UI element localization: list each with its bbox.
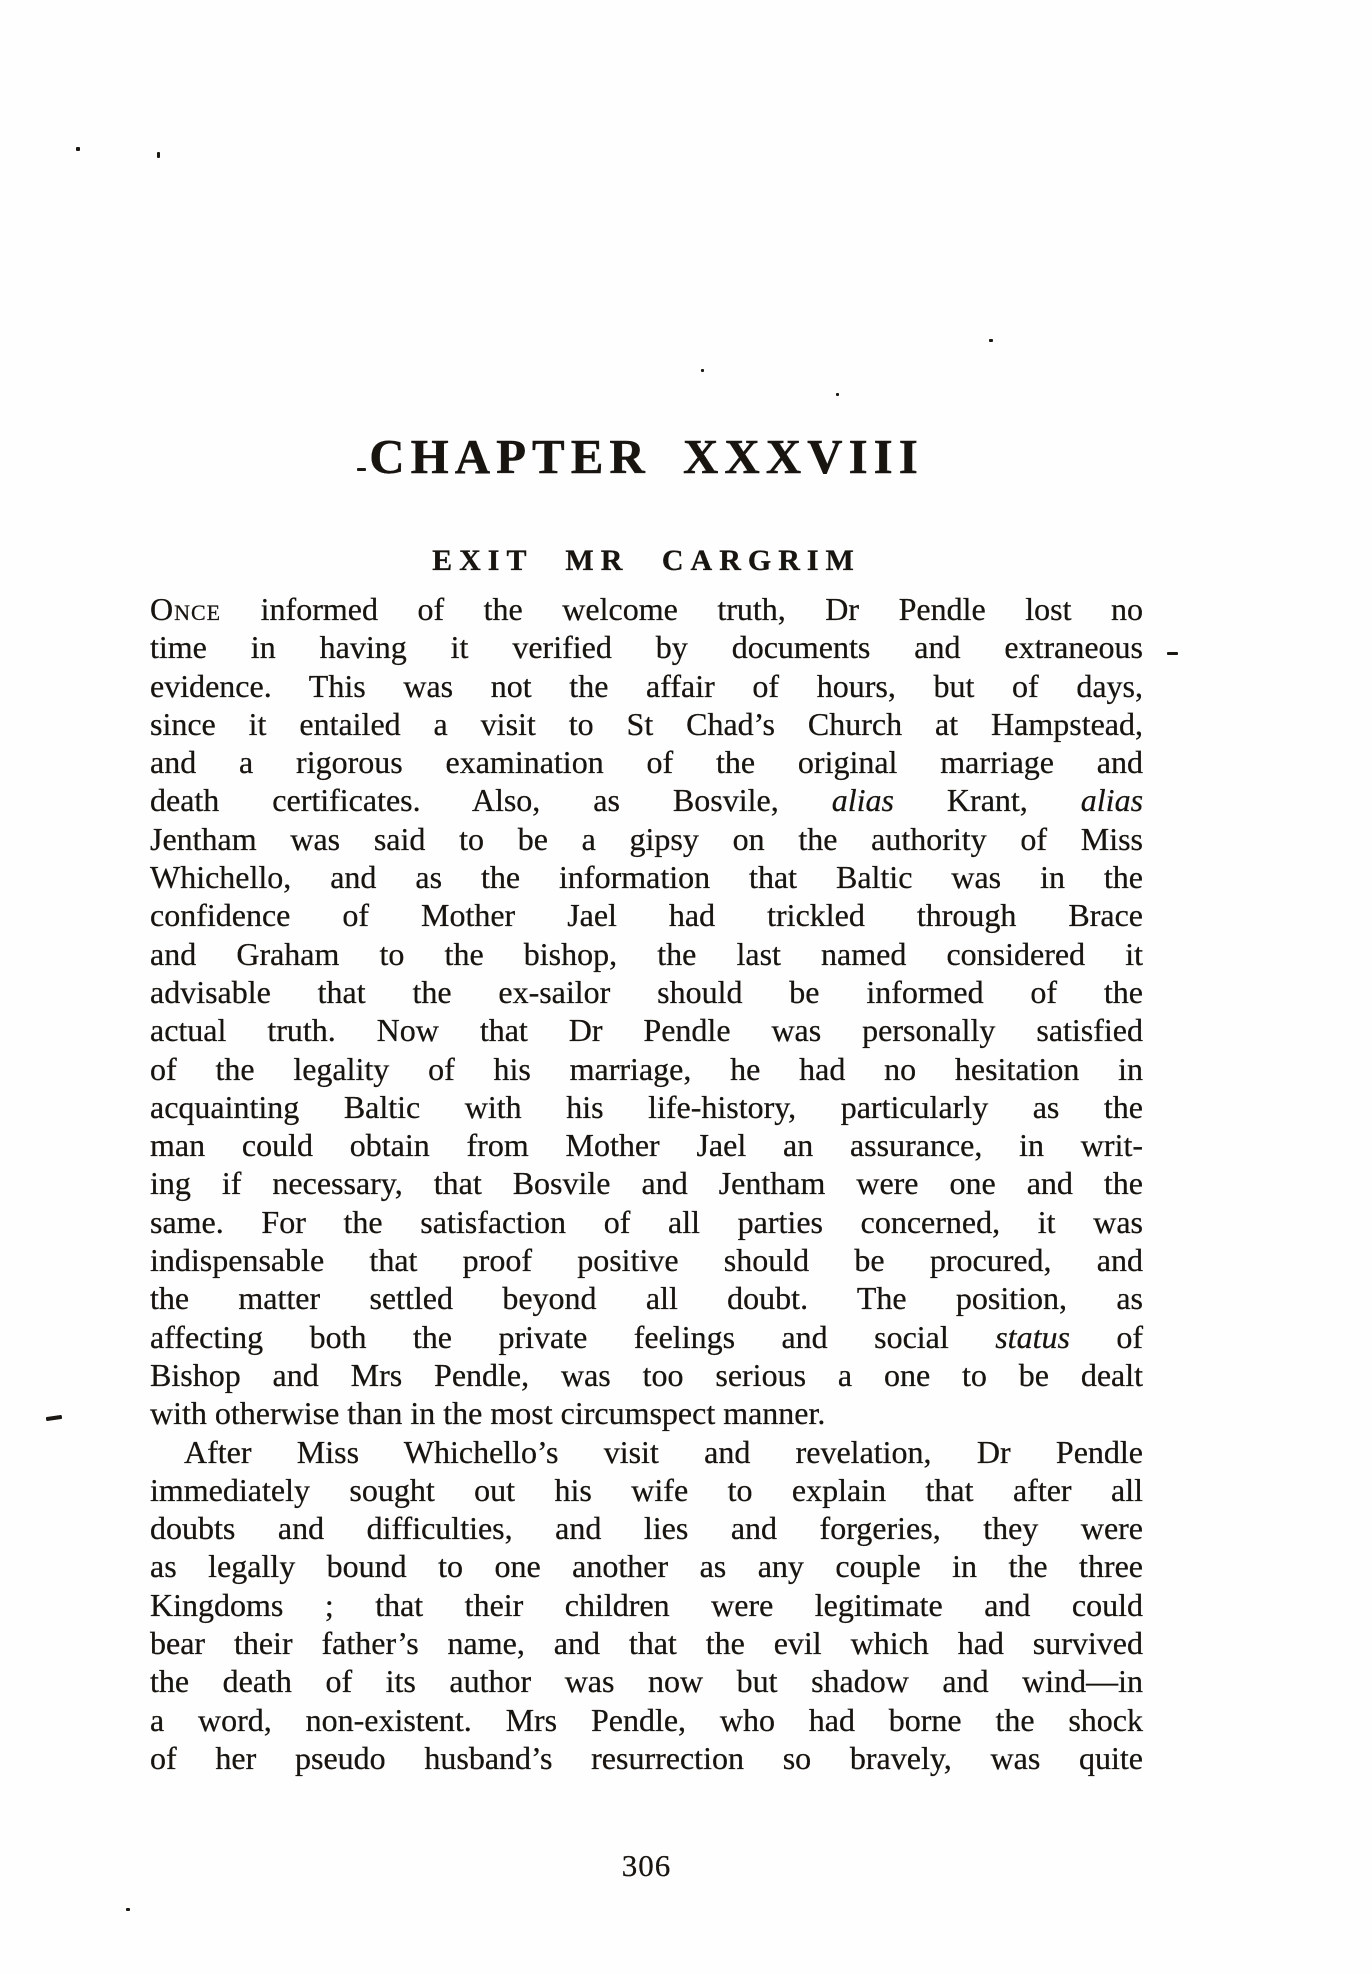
text-segment: and Graham to the bishop, the last named considered it xyxy=(150,935,1143,972)
text-segment: as legally bound to one another as any couple in the three xyxy=(150,1548,1143,1585)
text-segment: man could obtain from Mother Jael an assurance, in writ- xyxy=(150,1127,1143,1164)
text-line xyxy=(150,781,1143,819)
text-line xyxy=(150,1088,1143,1126)
text-segment: the matter settled beyond all doubt. The position, as xyxy=(150,1280,1143,1317)
scan-speckle xyxy=(1167,652,1178,655)
text-line xyxy=(150,1739,1143,1777)
text-segment: a word, non-existent. Mrs Pendle, who had borne the shock xyxy=(150,1701,1143,1738)
scan-speckle xyxy=(989,339,993,342)
text-line xyxy=(150,705,1143,743)
chapter-subtitle: EXIT MR CARGRIM xyxy=(432,544,861,577)
text-segment: Whichello, and as the information that Baltic was in the xyxy=(150,859,1143,896)
text-segment: same. For the satisfaction of all parties concerned, it was xyxy=(150,1203,1143,1240)
text-segment: death certificates. Also, as Bosvile, xyxy=(150,782,832,819)
text-segment: since it entailed a visit to St Chad’s Church at Hampstead, xyxy=(150,705,1143,742)
text-segment: confidence of Mother Jael had trickled through Brace xyxy=(150,897,1143,934)
scan-speckle xyxy=(836,393,839,396)
scan-speckle xyxy=(126,1908,130,1911)
text-line xyxy=(150,935,1143,973)
text-line xyxy=(150,1126,1143,1164)
text-line xyxy=(150,590,1143,628)
text-line xyxy=(150,1547,1143,1585)
text-segment: bear their father’s name, and that the evil which had survived xyxy=(150,1625,1143,1662)
text-line xyxy=(150,1701,1143,1739)
text-segment: actual truth. Now that Dr Pendle was personally satisfied xyxy=(150,1012,1143,1049)
text-segment: advisable that the ex-sailor should be informed of the xyxy=(150,973,1143,1010)
text-segment: doubts and difficulties, and lies and forgeries, they were xyxy=(150,1510,1143,1547)
text-segment: affecting both the private feelings and social xyxy=(150,1318,996,1355)
text-segment: of the legality of his marriage, he had no hesitation in xyxy=(150,1050,1143,1087)
text-line xyxy=(150,820,1143,858)
scan-speckle xyxy=(357,468,366,471)
text-line xyxy=(150,1662,1143,1700)
page-number: 306 xyxy=(621,1848,672,1883)
text-line xyxy=(150,1050,1143,1088)
text-segment: status xyxy=(995,1318,1070,1355)
text-line xyxy=(150,1203,1143,1241)
text-line xyxy=(150,858,1143,896)
text-segment: the death of its author was now but shadow and wind—in xyxy=(150,1663,1143,1700)
scan-speckle xyxy=(157,152,160,158)
text-line xyxy=(150,973,1143,1011)
text-segment: and a rigorous examination of the original marriage and xyxy=(150,744,1143,781)
text-segment: of xyxy=(1069,1318,1144,1355)
chapter-heading: CHAPTER XXXVIII xyxy=(369,429,924,484)
text-line xyxy=(150,1011,1143,1049)
text-line xyxy=(150,1586,1143,1624)
text-segment: Jentham was said to be a gipsy on the authority of Miss xyxy=(150,820,1143,857)
text-line xyxy=(150,1241,1143,1279)
text-line xyxy=(150,1164,1143,1202)
text-segment: Bishop and Mrs Pendle, was too serious a one to be dealt xyxy=(150,1356,1143,1393)
text-segment: informed of the welcome truth, Dr Pendle lost no xyxy=(221,591,1143,627)
text-segment: Krant, xyxy=(893,782,1081,819)
text-segment: Kingdoms ; that their children were legitimate and could xyxy=(150,1586,1143,1623)
text-line xyxy=(150,1433,1143,1471)
text-line xyxy=(150,1624,1143,1662)
text-segment: alias xyxy=(1080,782,1144,819)
text-segment: time in having it verified by documents and extraneous xyxy=(150,629,1143,666)
text-segment: Once xyxy=(150,591,222,627)
text-line xyxy=(150,1318,1143,1356)
text-segment: of her pseudo husband’s resurrection so bravely, was quite xyxy=(150,1739,1143,1776)
text-line xyxy=(150,1279,1143,1317)
text-line xyxy=(150,743,1143,781)
text-segment: evidence. This was not the affair of hours, but of days, xyxy=(150,667,1143,704)
body-text xyxy=(150,590,1143,1777)
text-line xyxy=(150,1509,1143,1547)
scan-speckle xyxy=(46,1415,62,1421)
text-line xyxy=(150,1356,1143,1394)
scan-speckle xyxy=(701,369,704,372)
text-line xyxy=(150,1394,1143,1432)
text-segment: acquainting Baltic with his life-history, particularly as the xyxy=(150,1088,1143,1125)
text-line xyxy=(150,667,1143,705)
scan-speckle xyxy=(76,147,80,151)
text-segment: alias xyxy=(831,782,894,819)
text-line xyxy=(150,1471,1143,1509)
text-segment: immediately sought out his wife to explain that after all xyxy=(150,1471,1143,1508)
text-segment: indispensable that proof positive should be procured, and xyxy=(150,1242,1143,1279)
text-segment: After Miss Whichello’s visit and revelation, Dr Pendle xyxy=(184,1433,1143,1470)
text-line xyxy=(150,628,1143,666)
text-segment: ing if necessary, that Bosvile and Jentham were one and the xyxy=(150,1165,1143,1202)
text-line xyxy=(150,896,1143,934)
text-segment: with otherwise than in the most circumspect manner. xyxy=(150,1395,826,1432)
